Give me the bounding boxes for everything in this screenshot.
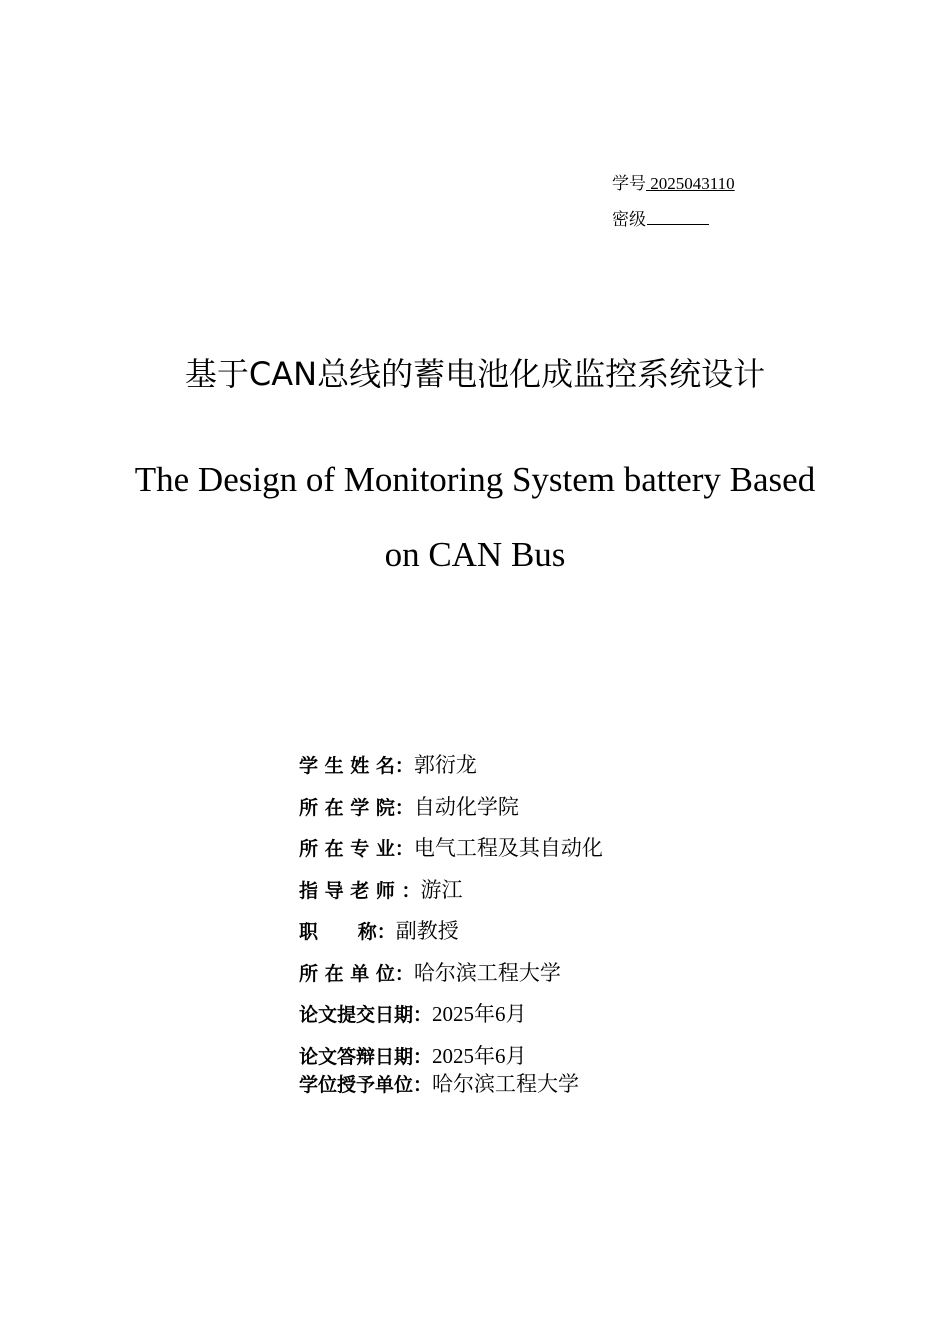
info-row-defense-date xyxy=(299,1043,527,1070)
info-value: 2025年6月 xyxy=(432,1002,527,1026)
info-row-advisor xyxy=(299,877,462,904)
info-label: 学 生 姓 名： xyxy=(299,755,414,777)
info-row-submit-date xyxy=(299,1001,527,1028)
info-value: 副教授 xyxy=(395,919,459,943)
info-label: 所 在 专 业： xyxy=(299,838,414,860)
info-value: 自动化学院 xyxy=(413,795,519,819)
secret-level-line xyxy=(612,210,709,230)
info-label: 所 在 单 位： xyxy=(299,963,414,985)
info-value: 电气工程及其自动化 xyxy=(413,836,603,860)
info-value: 2025年6月 xyxy=(432,1044,527,1068)
secret-level-label: 密级 xyxy=(612,210,646,229)
info-row-degree-unit xyxy=(299,1071,579,1098)
info-row-title xyxy=(299,918,459,945)
thesis-title-chinese: 基于CAN总线的蓄电池化成监控系统设计 xyxy=(184,355,766,393)
info-row-college xyxy=(299,794,519,821)
thesis-title-english-line2: on CAN Bus xyxy=(384,535,566,574)
info-row-student-name xyxy=(299,752,477,779)
info-label: 学位授予单位： xyxy=(299,1074,433,1096)
info-value: 郭衍龙 xyxy=(413,753,477,777)
info-label: 指 导 老 师 ： xyxy=(299,880,421,902)
info-label: 所 在 学 院： xyxy=(299,797,414,819)
info-value: 哈尔滨工程大学 xyxy=(413,961,561,985)
info-label: 职 称： xyxy=(299,921,396,943)
info-label: 论文答辩日期： xyxy=(299,1046,433,1068)
student-id-line xyxy=(612,174,735,194)
thesis-title-english-line1: The Design of Monitoring System battery Based xyxy=(134,460,816,499)
student-id-label: 学号 xyxy=(612,174,646,193)
info-row-major xyxy=(299,835,603,862)
info-value: 哈尔滨工程大学 xyxy=(432,1072,580,1096)
student-id-value: 2025043110 xyxy=(646,174,735,193)
secret-level-blank xyxy=(647,223,709,225)
info-label: 论文提交日期： xyxy=(299,1004,433,1026)
info-row-unit xyxy=(299,960,561,987)
info-value: 游江 xyxy=(420,878,463,902)
